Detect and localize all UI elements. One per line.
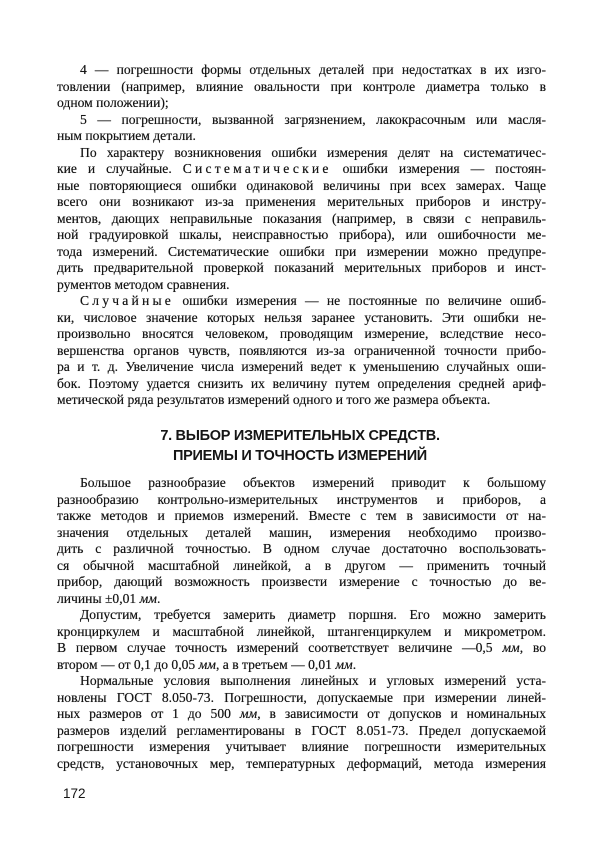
paragraph [57, 145, 546, 294]
text-run: ным покрытием детали. [57, 128, 196, 143]
text-run: В первом случае точность измерений соответствует величине —0,5 [57, 640, 503, 655]
text-run: Большое разнообразие объектов измерений приводит к большому [80, 475, 546, 490]
paragraph [57, 607, 546, 673]
text-run: ся обычной масштабной линейкой, а в другом — применить точный [57, 557, 546, 573]
text-line [57, 359, 546, 376]
text-run: бок. Поэтому удается снизить их величину путем определения средней ариф- [57, 375, 546, 391]
text-line [57, 95, 546, 112]
text-run: погрешности измерения учитывает влияние погрешности измерительных [57, 739, 546, 754]
text-line [57, 161, 546, 178]
text-line [57, 376, 546, 393]
paragraph [57, 112, 546, 145]
text-run: , а в третьем — 0,01 [215, 656, 336, 672]
text-line [57, 475, 546, 492]
text-run: 4 — погрешности формы отдельных деталей при недостатках в их изго- [80, 62, 546, 77]
text-line [57, 624, 546, 641]
text-run: втором — от 0,1 до 0,05 [57, 656, 199, 672]
text-line [57, 62, 546, 79]
text-line [57, 690, 546, 707]
text-run: размеров изделий регламентированы в ГОСТ 8.051-73. Предел допускаемой [57, 722, 546, 738]
text-line [57, 211, 546, 228]
text-run: также методов и приемов измерений. Вместе с тем в зависимости от на- [57, 508, 546, 523]
text-line [57, 558, 546, 575]
text-run: , во [519, 640, 546, 655]
unit-italic: мм [139, 590, 157, 606]
section-heading-line-1: 7. ВЫБОР ИЗМЕРИТЕЛЬНЫХ СРЕДСТВ. [160, 428, 440, 444]
text-line [57, 756, 546, 773]
text-line [57, 574, 546, 591]
unit-italic: мм [502, 640, 520, 655]
text-run: ные повторяющиеся ошибки одинаковой величины при всех замерах. Чаще [57, 177, 546, 193]
text-run: ных размеров от 1 до 500 [57, 706, 240, 721]
text-run: 5 — погрешности, вызванной загрязнением, лакокрасочным или масля- [80, 111, 546, 127]
text-line [57, 492, 546, 509]
text-line [57, 260, 546, 277]
text-line [57, 277, 546, 294]
text-line [57, 79, 546, 96]
text-run: ной градуировкой шкалы, неисправностью прибора), или ошибочности ме- [57, 227, 546, 242]
text-run: . [156, 590, 161, 606]
text-line [57, 194, 546, 211]
paragraph [57, 293, 546, 409]
text-run: вершенства органов чувств, появляются из-за ограниченной точности прибо- [57, 342, 546, 358]
text-run: одном положении); [57, 95, 169, 110]
text-run: ошибки измерения — не постоянные по величине ошиб- [174, 293, 546, 308]
text-line [57, 128, 546, 145]
text-run: ошибки измерения — постоян- [331, 161, 546, 176]
section-heading-line-2: ПРИЕМЫ И ТОЧНОСТЬ ИЗМЕРЕНИЙ [173, 448, 427, 464]
text-line [57, 244, 546, 261]
text-line [57, 343, 546, 360]
body-text-bottom [57, 475, 546, 772]
text-run: Допустим, требуется замерить диаметр поршня. Его можно замерить [80, 607, 546, 622]
section-heading [0, 426, 600, 466]
text-line [57, 723, 546, 740]
text-run: разнообразию контрольно-измерительных инструментов и приборов, а [57, 491, 546, 507]
text-line [57, 673, 546, 690]
text-run: кие и случайные. [57, 161, 183, 176]
text-line [57, 112, 546, 129]
paragraph [57, 673, 546, 772]
text-line [57, 706, 546, 723]
text-run: ментов, дающих неправильные показания (например, в связи с неправиль- [57, 210, 546, 226]
spaced-emphasis: Случайные [80, 293, 175, 308]
text-run: дить с различной точностью. В одном случае достаточно воспользовать- [57, 541, 546, 556]
text-run: новлены ГОСТ 8.050-73. Погрешности, допускаемые при измерении линей- [57, 689, 546, 705]
text-run: Нормальные условия выполнения линейных и угловых измерений уста- [80, 673, 546, 688]
text-run: ки, числовое значение которых нельзя заранее установить. Эти ошибки не- [57, 309, 546, 325]
text-run: средств, установочных мер, температурных деформаций, метода измерения [57, 755, 546, 771]
text-line [57, 607, 546, 624]
paragraph [57, 62, 546, 112]
unit-italic: мм [239, 706, 258, 721]
text-run: личины ±0,01 [57, 590, 140, 606]
text-line [57, 310, 546, 327]
text-line [57, 145, 546, 162]
text-line [57, 525, 546, 542]
paragraph [57, 475, 546, 607]
text-line [57, 178, 546, 195]
unit-italic: мм [335, 656, 353, 672]
text-line [57, 591, 546, 608]
text-run: произвольно вносятся человеком, проводящим измерение, вследствие несо- [57, 326, 546, 341]
text-line [57, 326, 546, 343]
text-line [57, 657, 546, 674]
text-line [57, 293, 546, 310]
text-line [57, 227, 546, 244]
text-run: значения отдельных деталей машин, измерения необходимо произво- [57, 524, 546, 540]
unit-italic: мм [198, 656, 216, 672]
text-run: товлении (например, влияние овальности при контроле диаметра только в [57, 78, 546, 94]
text-line [57, 392, 546, 409]
text-run: дить предварительной проверкой показаний мерительных приборов и инст- [57, 260, 546, 275]
text-run: прибор, дающий возможность произвести измерение с точностью до ве- [57, 574, 546, 589]
text-run: всего они возникают из-за применения мерительных приборов и инстру- [57, 194, 546, 209]
text-run: кронциркулем и масштабной линейкой, штангенциркулем и микрометром. [57, 623, 546, 639]
text-line [57, 508, 546, 525]
text-line [57, 541, 546, 558]
text-run: рументов методом сравнения. [57, 276, 230, 292]
text-run: . [352, 656, 357, 672]
text-run: , в зависимости от допусков и номинальных [257, 706, 546, 721]
text-line [57, 739, 546, 756]
body-text-top [57, 62, 546, 409]
text-run: тода измерений. Систематические ошибки при измерении можно предупре- [57, 243, 546, 259]
page-number: 172 [63, 786, 86, 801]
text-run: метической ряда результатов измерений одного и того же размера объекта. [57, 392, 491, 407]
text-run: ра и т. д. Увеличение числа измерений ведет к уменьшению случайных оши- [57, 359, 546, 374]
spaced-emphasis: Систематические [182, 161, 332, 176]
text-line [57, 640, 546, 657]
text-run: По характеру возникновения ошибки измерения делят на систематичес- [80, 144, 546, 160]
